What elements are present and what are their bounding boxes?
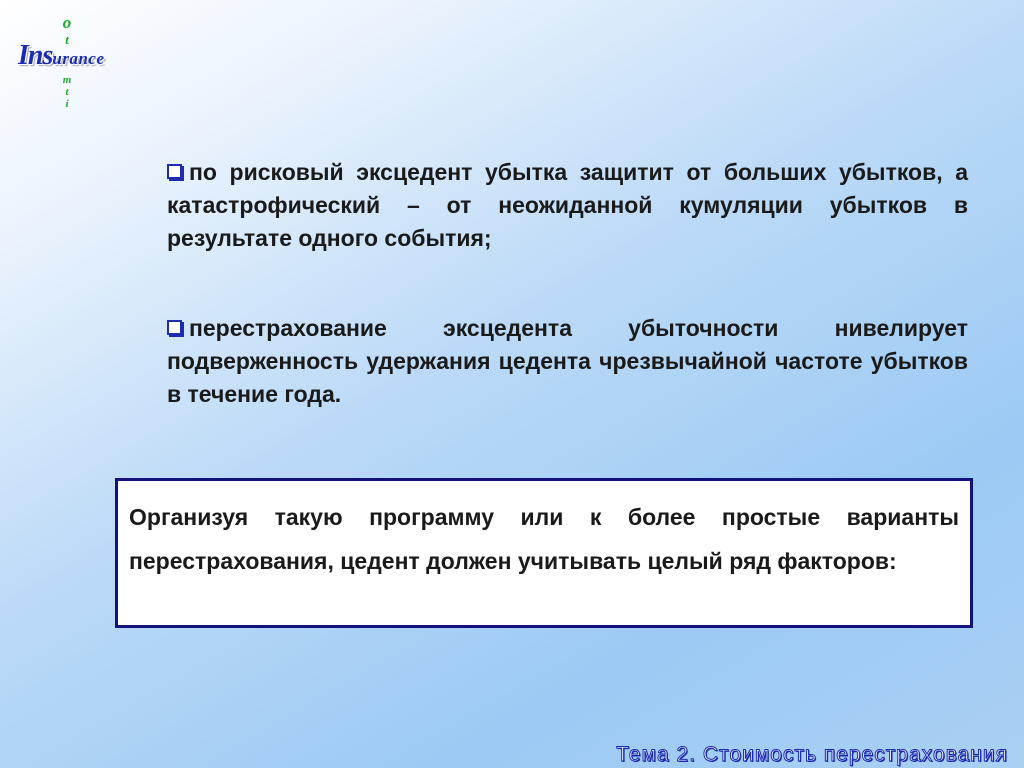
logo-letter: m	[62, 74, 72, 86]
bullet-text: по рисковый эксцедент убытка защитит от больших убытков, а катастрофический – от неожиданной кумуляции убытков в результате одного события;	[167, 159, 968, 251]
logo-word-big: Ins	[18, 40, 53, 71]
checkbox-bullet-icon	[167, 320, 182, 335]
logo-letter: t	[65, 86, 69, 98]
bullet-item	[167, 156, 968, 255]
logo-letter: i	[65, 98, 69, 110]
bullet-text: перестрахование эксцедента убыточности нивелирует подверженность удержания цедента чрезвычайной частоте убытков в течение года.	[167, 315, 968, 407]
logo-letter: o	[62, 13, 72, 32]
note-text: Организуя такую программу или к более простые варианты перестрахования, цедент должен учитывать целый ряд факторов:	[129, 504, 959, 574]
logo-wordmark	[18, 40, 105, 72]
checkbox-bullet-icon	[167, 164, 182, 179]
bullet-item	[167, 312, 968, 411]
insurance-logo	[18, 14, 148, 110]
logo-word-small: urance	[52, 49, 105, 68]
framed-note	[115, 478, 973, 628]
slide-footer-title: Тема 2. Стоимость перестрахования	[616, 743, 1008, 766]
logo-letter: t	[65, 32, 69, 47]
